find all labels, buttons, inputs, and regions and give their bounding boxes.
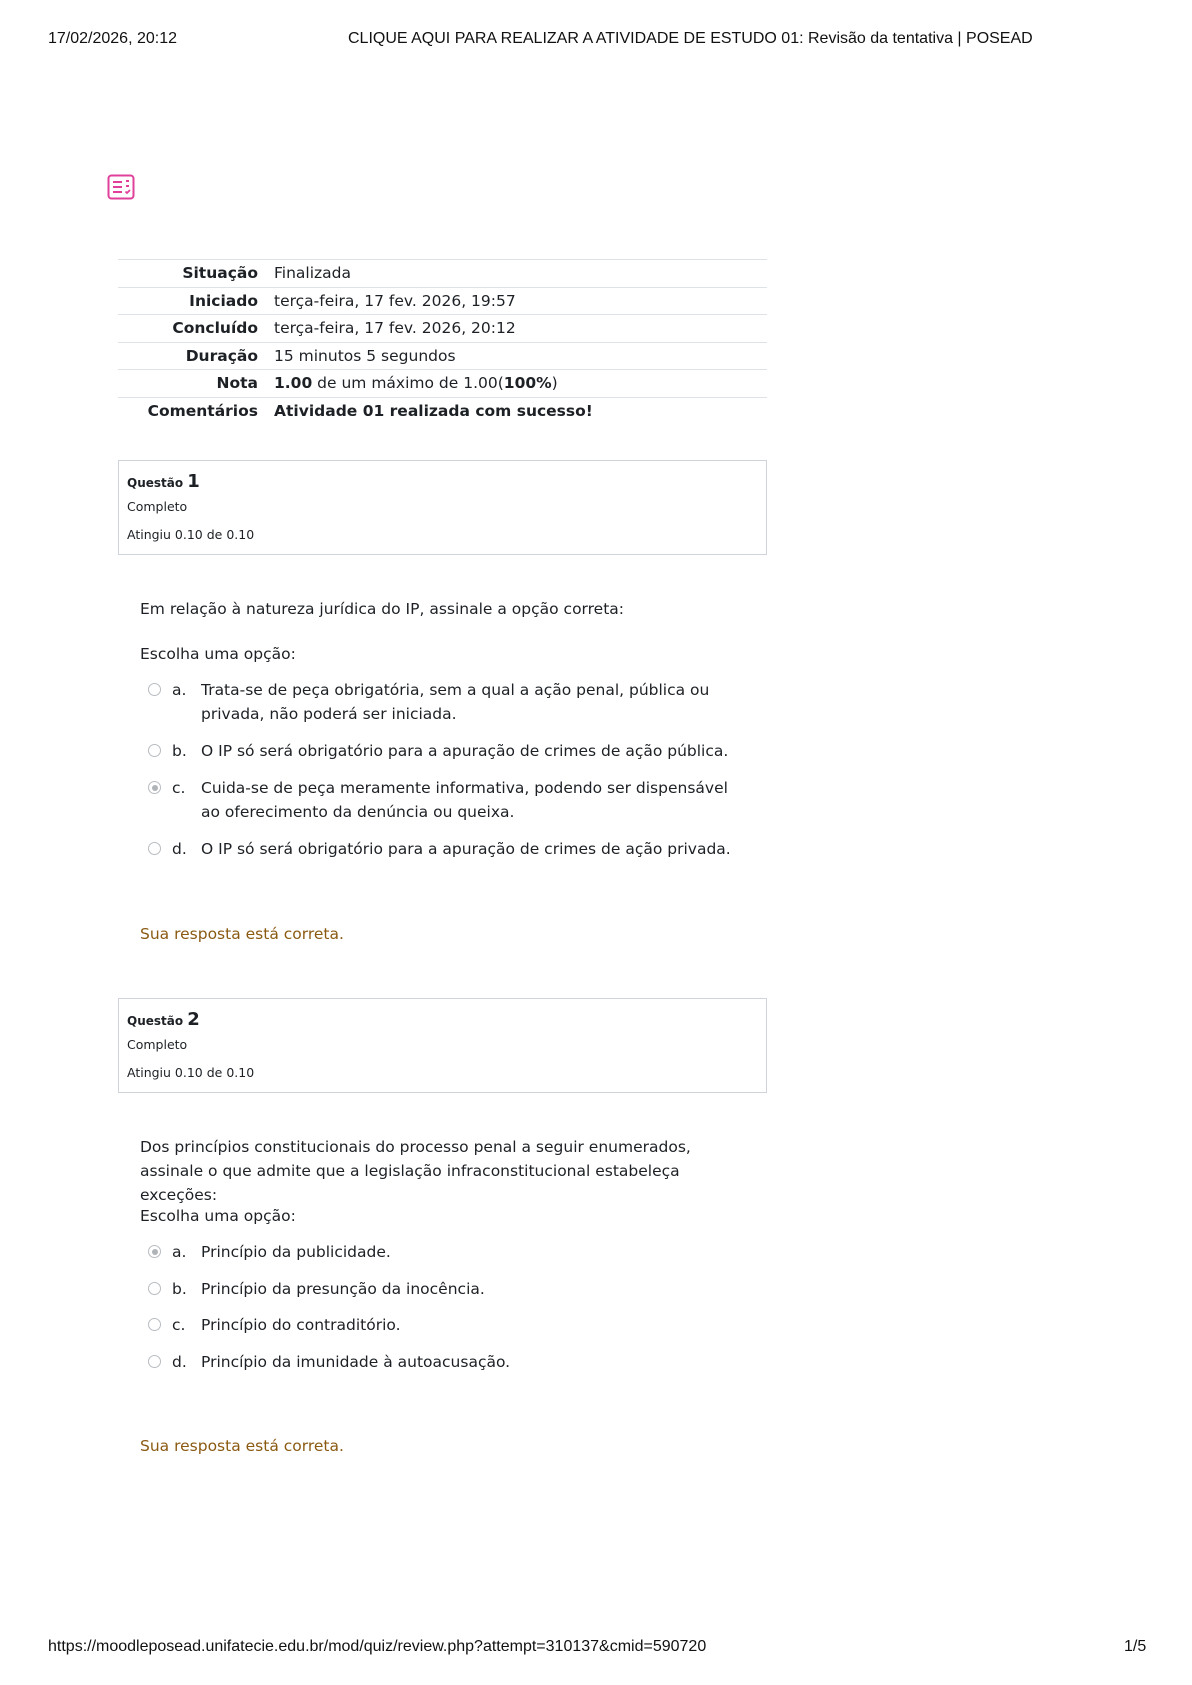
question-label: Questão xyxy=(127,476,184,490)
question-grade: Atingiu 0.10 de 0.10 xyxy=(127,1065,255,1080)
radio-button[interactable] xyxy=(148,1282,161,1295)
summary-label: Iniciado xyxy=(118,287,274,315)
summary-label: Nota xyxy=(118,370,274,398)
summary-row-concluido xyxy=(118,315,767,343)
print-page-title: CLIQUE AQUI PARA REALIZAR A ATIVIDADE DE ESTUDO 01: Revisão da tentativa | POSEAD xyxy=(348,30,1033,47)
option-letter: c. xyxy=(172,1316,186,1334)
question-text-2: Dos princípios constitucionais do processo penal a seguir enumerados, assinale o que admite que a legislação infraconstitucional estabeleça exceções: xyxy=(140,1138,691,1204)
question-grade: Atingiu 0.10 de 0.10 xyxy=(127,527,255,542)
option-text: Princípio da presunção da inocência. xyxy=(201,1280,485,1298)
option-text: Princípio da publicidade. xyxy=(201,1243,391,1261)
option-letter: a. xyxy=(172,1243,187,1261)
summary-label: Situação xyxy=(118,260,274,288)
choose-option-prompt: Escolha uma opção: xyxy=(140,645,296,663)
question-info-1 xyxy=(118,460,767,555)
radio-button[interactable] xyxy=(148,744,161,757)
radio-button[interactable] xyxy=(148,1355,161,1368)
option-text: Trata-se de peça obrigatória, sem a qual a ação penal, pública ou privada, não poderá ser iniciada. xyxy=(201,681,710,723)
grade-percent: 100% xyxy=(503,374,552,393)
grade-end: ) xyxy=(551,374,558,393)
summary-value: Finalizada xyxy=(274,260,767,288)
question-num: 2 xyxy=(187,1009,200,1030)
choose-option-prompt: Escolha uma opção: xyxy=(140,1207,296,1225)
quiz-icon xyxy=(107,174,135,202)
summary-row-iniciado xyxy=(118,287,767,315)
summary-value: terça-feira, 17 fev. 2026, 19:57 xyxy=(274,287,767,315)
summary-row-situacao xyxy=(118,260,767,288)
summary-label: Concluído xyxy=(118,315,274,343)
radio-button[interactable] xyxy=(148,842,161,855)
grade-score: 1.00 xyxy=(274,374,313,393)
radio-button-selected[interactable] xyxy=(148,1245,161,1258)
summary-label: Comentários xyxy=(118,397,274,425)
question-label: Questão xyxy=(127,1014,184,1028)
question-text-1: Em relação à natureza jurídica do IP, assinale a opção correta: xyxy=(140,600,625,618)
print-url: https://moodleposead.unifatecie.edu.br/mod/quiz/review.php?attempt=310137&cmid=590720 xyxy=(48,1638,707,1655)
question-info-2 xyxy=(118,998,767,1093)
summary-value: terça-feira, 17 fev. 2026, 20:12 xyxy=(274,315,767,343)
summary-row-comentarios xyxy=(118,397,767,425)
print-date: 17/02/2026, 20:12 xyxy=(48,30,178,47)
option-text: Princípio do contraditório. xyxy=(201,1316,401,1334)
print-page-number: 1/5 xyxy=(1124,1638,1147,1655)
summary-value: 15 minutos 5 segundos xyxy=(274,342,767,370)
option-text: Princípio da imunidade à autoacusação. xyxy=(201,1353,511,1371)
option-letter: c. xyxy=(172,779,186,797)
summary-row-duracao xyxy=(118,342,767,370)
option-text: O IP só será obrigatório para a apuração de crimes de ação privada. xyxy=(201,840,731,858)
question-number xyxy=(127,1009,200,1030)
summary-comment: Atividade 01 realizada com sucesso! xyxy=(274,397,767,425)
option-letter: b. xyxy=(172,1280,187,1298)
question-state: Completo xyxy=(127,1037,188,1052)
option-text: Cuida-se de peça meramente informativa, podendo ser dispensável ao oferecimento da denúncia ou queixa. xyxy=(201,779,728,821)
option-letter: a. xyxy=(172,681,187,699)
summary-grade-value xyxy=(274,370,767,398)
option-letter: d. xyxy=(172,1353,187,1371)
summary-row-nota xyxy=(118,370,767,398)
option-letter: d. xyxy=(172,840,187,858)
option-letter: b. xyxy=(172,742,187,760)
question-state: Completo xyxy=(127,499,188,514)
summary-label: Duração xyxy=(118,342,274,370)
question-num: 1 xyxy=(187,471,200,492)
answer-feedback-1: Sua resposta está correta. xyxy=(140,925,344,943)
question-number xyxy=(127,471,200,492)
radio-button[interactable] xyxy=(148,683,161,696)
option-text: O IP só será obrigatório para a apuração de crimes de ação pública. xyxy=(201,742,729,760)
answer-feedback-2: Sua resposta está correta. xyxy=(140,1437,344,1455)
radio-button-selected[interactable] xyxy=(148,781,161,794)
radio-button[interactable] xyxy=(148,1318,161,1331)
attempt-summary-table xyxy=(118,259,767,425)
grade-middle: de um máximo de 1.00( xyxy=(312,374,504,393)
